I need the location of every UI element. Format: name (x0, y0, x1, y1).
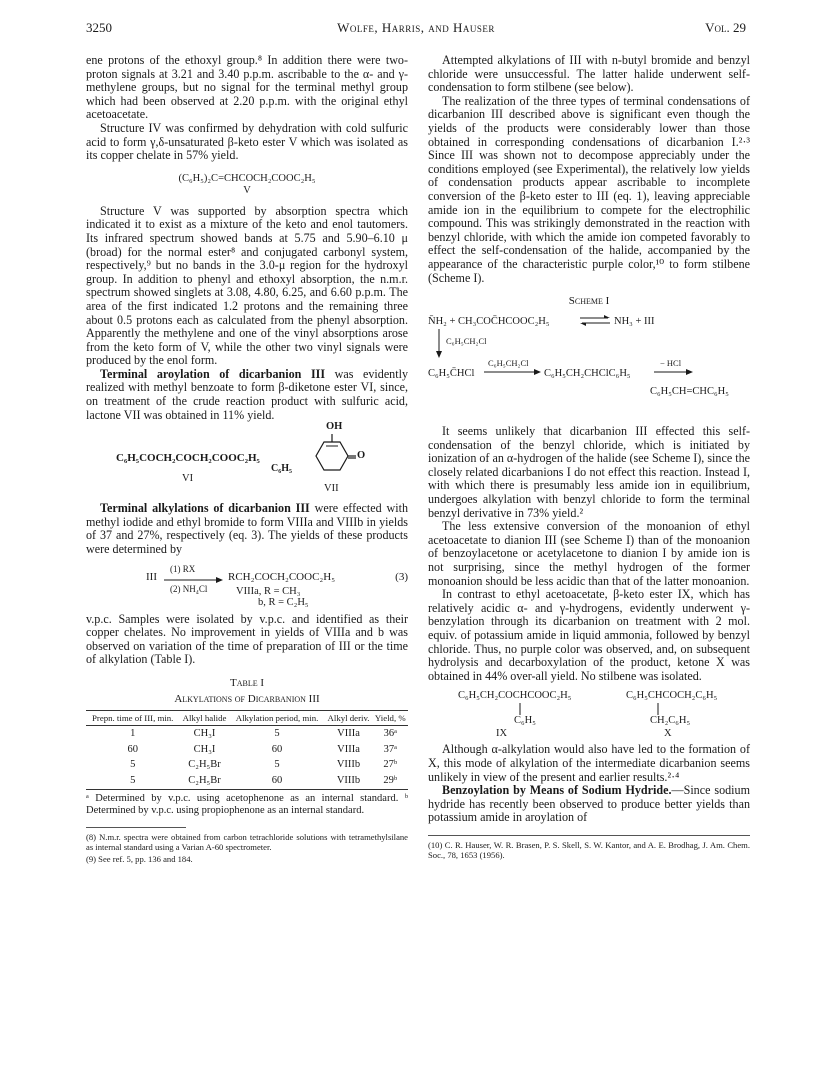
table-header: Alkylation period, min. (235, 713, 319, 724)
paragraph: Although α-alkylation would also have led to the formation of X, this mode of alkylation of the intermediate dicarbanion seems unlikely in view of the present and earlier results.²·⁴ (428, 742, 750, 784)
table-row (86, 757, 408, 773)
arrow-reagent: C₆H₅CH₂Cl (488, 358, 529, 369)
table-cell: VIIIb (336, 759, 361, 771)
paragraph (86, 368, 408, 422)
table-cell: C₂H₅Br (188, 774, 221, 786)
scheme-intermediate: C₆H₅CH₂CHClC₆H₅ (544, 368, 631, 380)
table-cell: VIIIa (337, 728, 360, 740)
paragraph: The realization of the three types of terminal condensations of dicarbanion III described above is significant even though the yields of the products were considerably lower than those obtained in corresponding condensations of dicarbanion I.²·³ Since III was shown not to decompose appreciably under the conditions employed (see Experimental), the relatively low yields of condensation products appear ascribable to incomplete conversion of the β-keto ester to III (eq. 1), leaving appreciable amide ion in the equilibrium to compete for the electrophilic compound. This was strikingly demonstrated in the reaction with benzyl chloride, with which the amide ion competed favorably to effect the self-condensation of the halide, accompanied by the appearance of the characteristic purple color,¹⁰ to form stilbene (Scheme I). (428, 93, 750, 285)
structures-vi-vii (86, 422, 408, 502)
table-header: Prepn. time of III, min. (92, 713, 174, 724)
paragraph-text: —Since sodium hydride has recently been observed to produce better yields than potassium amide in aroylation of (428, 783, 750, 825)
section-heading: Terminal alkylations of dicarbanion III (100, 501, 310, 516)
eq-step2: (2) NH₄Cl (170, 583, 208, 594)
table-cell: VIIIb (336, 774, 361, 786)
paragraph: ene protons of the ethoxyl group.⁸ In addition there were two-proton signals at 3.21 and 3.40 p.p.m. ascribable to the α- and γ-methylene groups, but no signal for the terminal methyl group which had been observed at 2.20 p.p.m. with the original ethyl acetoacetate. (86, 53, 408, 122)
reaction-arrow (654, 369, 694, 375)
structure-ix: C₆H₅CH₂COCHCOOC₂H₅ (458, 690, 572, 702)
eq-r-b: b, R = C₂H₅ (258, 596, 309, 608)
footnote: (10) C. R. Hauser, W. R. Brasen, P. S. Skell, S. W. Kantor, and A. E. Brodhag, J. Am. Chem. Soc., 78, 1653 (1956). (428, 839, 750, 861)
table-title: Alkylations of Dicarbanion III (174, 692, 320, 705)
footnote: (8) N.m.r. spectra were obtained from carbon tetrachloride solutions with tetramethylsilane as internal standard using a Varian A-60 spectrometer. (86, 831, 408, 852)
lactone-ring-diagram (302, 432, 362, 482)
table-cell: 60 (127, 743, 138, 755)
paragraph: The less extensive conversion of the monoanion of ethyl acetoacetate to dianion III (see Scheme I) than of the monoanion of benzoylacetone or acetylacetone to dianion I by amide ion is not surprising, since the methyl hydrogen of the former monoanion should be less acidic than that of the latter monoanion. (428, 519, 750, 588)
eq-number: (3) (395, 570, 408, 583)
table-cell: CH₃I (193, 728, 216, 740)
structure-vi-label: VI (182, 473, 194, 485)
table-cell: C₂H₅Br (188, 759, 221, 771)
down-arrow-reagent: C₆H₅CH₂Cl (446, 336, 487, 347)
footnote-rule (86, 827, 186, 828)
table-cell: 60 (271, 743, 283, 755)
structures-ix-x (428, 683, 750, 743)
paragraph: Structure IV was confirmed by dehydration with cold sulfuric acid to form γ,δ-unsaturated β-keto ester V which was isolated as its copper chelate in 57% yield. (86, 120, 408, 163)
structure-x: C₆H₅CHCOCH₂C₆H₅ (626, 690, 718, 702)
table-header: Alkyl halide (182, 713, 227, 724)
table-cell: 1 (130, 728, 136, 740)
eq-reactant: III (146, 570, 157, 583)
footnote: (9) See ref. 5, pp. 136 and 184. (86, 854, 193, 865)
structure-vi: C₆H₅COCH₂COCH₂COOC₂H₅ (116, 452, 260, 465)
structure-ix-substituent: C₆H₅ (514, 715, 536, 727)
scheme-i (428, 285, 750, 425)
structure-x-label: X (664, 728, 672, 740)
table-row (86, 726, 408, 742)
table-cell: 5 (274, 759, 280, 771)
table-cell: 27ᵇ (383, 759, 398, 771)
paragraph-text: was evidently realized with methyl benzoate to form β-diketone ester VI, since, on treatment of the crude reaction product with sulfuric acid, lactone VII was obtained in 11% yield. (86, 366, 408, 422)
table-cell: 5 (274, 728, 280, 740)
page-number: 3250 (86, 20, 112, 35)
formula-text: (C₆H₅)₂C=CHCOCH₂COOC₂H₅ (178, 172, 316, 184)
paragraph-text: were effected with methyl iodide and ethyl bromide to form VIIIa and VIIIb in yields of 37 and 27%, respectively (eq. 3). The yields of these products were determined by (86, 501, 408, 557)
structure-vii-phenyl: C₆H₅ (271, 463, 292, 475)
table-footnote: ᵃ Determined by v.p.c. using acetophenone as an internal standard. ᵇ Determined by v.p.c. using propiophenone as an internal standard. (86, 792, 408, 816)
paragraph: Structure V was supported by absorption spectra which indicated it to exist as a mixture of the keto and enol tautomers. Its infrared spectrum showed bands at 5.75 and 5.90–6.10 μ (broad) for the normal ester⁸ and conjugated carbonyl system, respectively,⁹ but no bands in the 3.0-μ region for the hydroxyl group. In addition to phenyl and ethoxyl absorption, the n.m.r. spectrum showed singlets at 3.08, 4.80, 6.25, and 6.60 p.p.m. The area of the first indicated 1.2 protons and the remaining three about 0.5 protons each as calculated from the phenyl absorption. Apparently the methylene and one of the vinyl absorptions arose from the keto form of V, while the other two vinyl signals were produced by the enol form. (86, 203, 408, 368)
table-cell: CH₃I (193, 743, 216, 755)
paragraph (428, 784, 750, 825)
table-alkylations (86, 710, 408, 789)
structure-vii-carbonyl-o: O (357, 450, 366, 462)
equilibrium-arrow (580, 315, 610, 327)
equation-3 (86, 563, 408, 607)
table-row (86, 773, 408, 789)
table-number: Table I (229, 677, 265, 689)
paragraph: In contrast to ethyl acetoacetate, β-keto ester IX, which has relatively acidic α- and γ-hydrogens, evidently underwent γ-benzylation through its dicarbanion on treatment with 2 mol. equiv. of potassium amide in liquid ammonia, followed by benzyl chloride. Thus, no purple color was observed, and, on subsequent hydrolysis and decarboxylation of the product, ketone X was obtained in 44% over-all yield. No stilbene was isolated. (428, 587, 750, 683)
formula-label: V (243, 184, 251, 196)
section-heading: Benzoylation by Means of Sodium Hydride. (442, 783, 672, 798)
structure-x-substituent: CH₂C₆H₅ (650, 715, 691, 727)
scheme-carbanion: C₆H₅C̄HCl (428, 368, 475, 380)
volume-label: Vol. 29 (705, 20, 746, 35)
scheme-stilbene: C₆H₅CH=CHC₆H₅ (650, 386, 729, 398)
table-cell: 37ᵃ (383, 743, 397, 755)
eq-step1: (1) RX (170, 563, 196, 574)
scheme-products: NH₃ + III (614, 316, 655, 328)
arrow-reagent: − HCl (660, 358, 682, 369)
table-header: Alkyl deriv. (327, 713, 370, 724)
table-row (86, 742, 408, 758)
reaction-arrow (484, 369, 542, 375)
scheme-title: Scheme I (568, 295, 610, 308)
table-cell: 5 (130, 774, 136, 786)
table-cell: 5 (130, 759, 136, 771)
right-column (428, 54, 750, 863)
table-cell: 29ᵇ (383, 774, 398, 786)
formula-v (86, 173, 408, 197)
paragraph (86, 502, 408, 556)
table-header: Yield, % (374, 713, 406, 724)
footnote-rule (428, 835, 750, 836)
eq-product: RCH₂COCH₂COOC₂H₅ (228, 570, 336, 583)
scheme-reactants: N̄H₂ + CH₃COC̄HCOOC₂H₅ (428, 316, 550, 328)
section-heading: Terminal aroylation of dicarbanion III (100, 366, 326, 381)
paragraph: v.p.c. Samples were isolated by v.p.c. and identified as their copper chelates. No improvement in yields of VIIIa and b was observed on variation of the time of preparation of III or the time of alkylation (Table I). (86, 611, 408, 667)
running-authors: Wolfe, Harris, and Hauser (337, 20, 495, 35)
structure-vii-oh: OH (326, 421, 343, 433)
left-column (86, 54, 408, 867)
eq-r-a: VIIIa, R = CH₃ (236, 585, 301, 597)
table-cell: 36ᵃ (383, 728, 397, 740)
down-arrow (434, 329, 444, 359)
structure-vii-label: VII (324, 483, 339, 495)
structure-ix-label: IX (496, 728, 508, 740)
table-cell: VIIIa (337, 743, 360, 755)
paragraph: Attempted alkylations of III with n-butyl bromide and benzyl chloride were unsuccessful. The latter halide underwent self-condensation to form stilbene (see below). (428, 53, 750, 95)
table-cell: 60 (271, 774, 283, 786)
paragraph: It seems unlikely that dicarbanion III effected this self-condensation of the benzyl chloride, which is initiated by ionization of an α-hydrogen of the halide (see Scheme I), since the closely related dicarbanions I do not effect this reaction. Instead I, with which there is presumably less amide ion in equilibrium, undergoes alkylation with benzyl chloride to form the terminal benzyl derivative in 73% yield.² (428, 424, 751, 520)
